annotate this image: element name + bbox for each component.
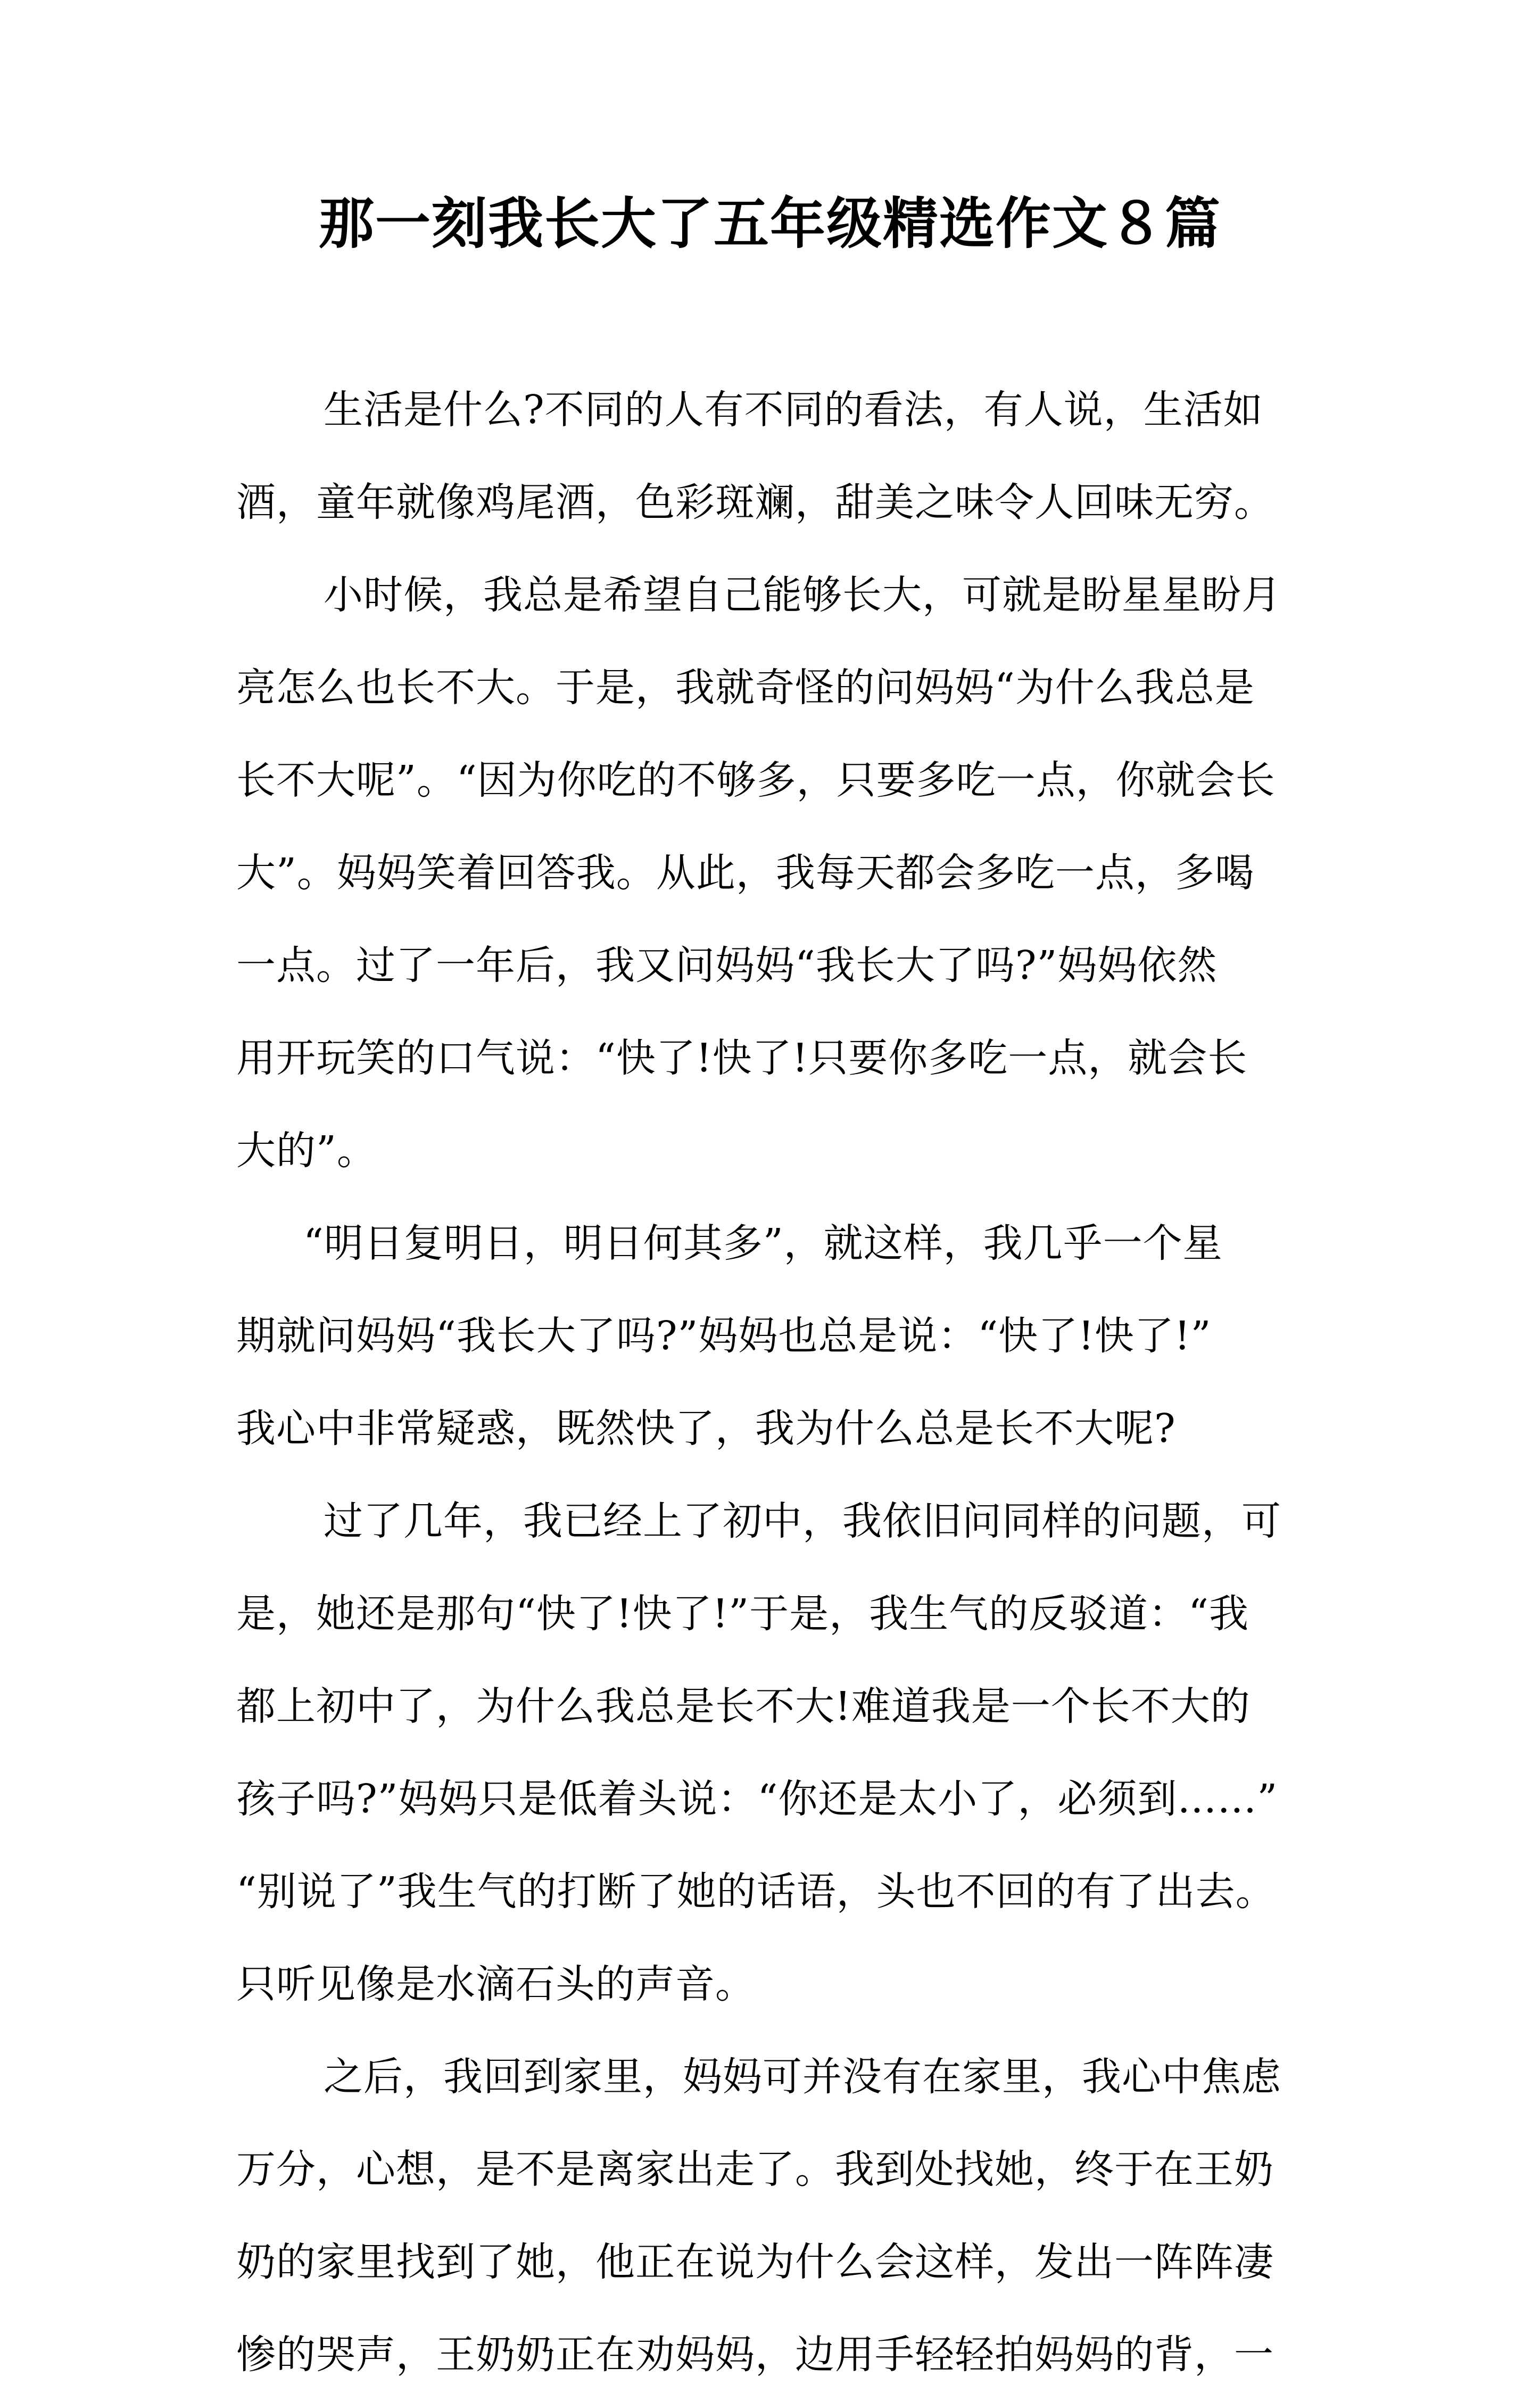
text-line: 万分，心想，是不是离家出走了。我到处找她，终于在王奶 bbox=[236, 2147, 1274, 2192]
text-line: 都上初中了，为什么我总是长不大!难道我是一个长不大的 bbox=[236, 1684, 1251, 1729]
text-line: 期就问妈妈“我长大了吗?”妈妈也总是说：“快了!快了!” bbox=[236, 1313, 1212, 1359]
text-line: 长不大呢”。“因为你吃的不够多，只要多吃一点，你就会长 bbox=[236, 757, 1276, 803]
document-body bbox=[236, 364, 1306, 2401]
text-line: 之后，我回到家里，妈妈可并没有在家里，我心中焦虑 bbox=[324, 2054, 1281, 2100]
text-line: 我心中非常疑惑，既然快了，我为什么总是长不大呢? bbox=[236, 1406, 1176, 1451]
text-line: 过了几年，我已经上了初中，我依旧问同样的问题，可 bbox=[324, 1498, 1281, 1544]
text-line: “明日复明日，明日何其多”，就这样，我几乎一个星 bbox=[303, 1220, 1223, 1266]
text-line: 大”。妈妈笑着回答我。从此，我每天都会多吃一点，多喝 bbox=[236, 850, 1255, 896]
document-title: 那一刻我长大了五年级精选作文８篇 bbox=[318, 191, 1221, 256]
text-line: 亮怎么也长不大。于是，我就奇怪的问妈妈“为什么我总是 bbox=[236, 665, 1255, 711]
text-line: 酒，童年就像鸡尾酒，色彩斑斓，甜美之味令人回味无穷。 bbox=[236, 480, 1274, 525]
text-line: 用开玩笑的口气说：“快了!快了!只要你多吃一点，就会长 bbox=[236, 1035, 1248, 1081]
text-line: 只听见像是水滴石头的声音。 bbox=[236, 1961, 755, 2007]
text-line: 是，她还是那句“快了!快了!”于是，我生气的反驳道：“我 bbox=[236, 1591, 1249, 1637]
text-line: 生活是什么?不同的人有不同的看法，有人说，生活如 bbox=[324, 387, 1263, 433]
text-line: 小时候，我总是希望自己能够长大，可就是盼星星盼月 bbox=[324, 572, 1281, 618]
text-line: 大的”。 bbox=[236, 1128, 377, 1174]
text-line: 一点。过了一年后，我又问妈妈“我长大了吗?”妈妈依然 bbox=[236, 943, 1218, 988]
text-line: 惨的哭声，王奶奶正在劝妈妈，边用手轻轻拍妈妈的背，一 bbox=[236, 2332, 1274, 2378]
text-line: 孩子吗?”妈妈只是低着头说：“你还是太小了，必须到……” bbox=[236, 1776, 1278, 1822]
text-line: 奶的家里找到了她，他正在说为什么会这样，发出一阵阵凄 bbox=[236, 2239, 1274, 2285]
text-line: “别说了”我生气的打断了她的话语，头也不回的有了出去。 bbox=[236, 1869, 1276, 1915]
